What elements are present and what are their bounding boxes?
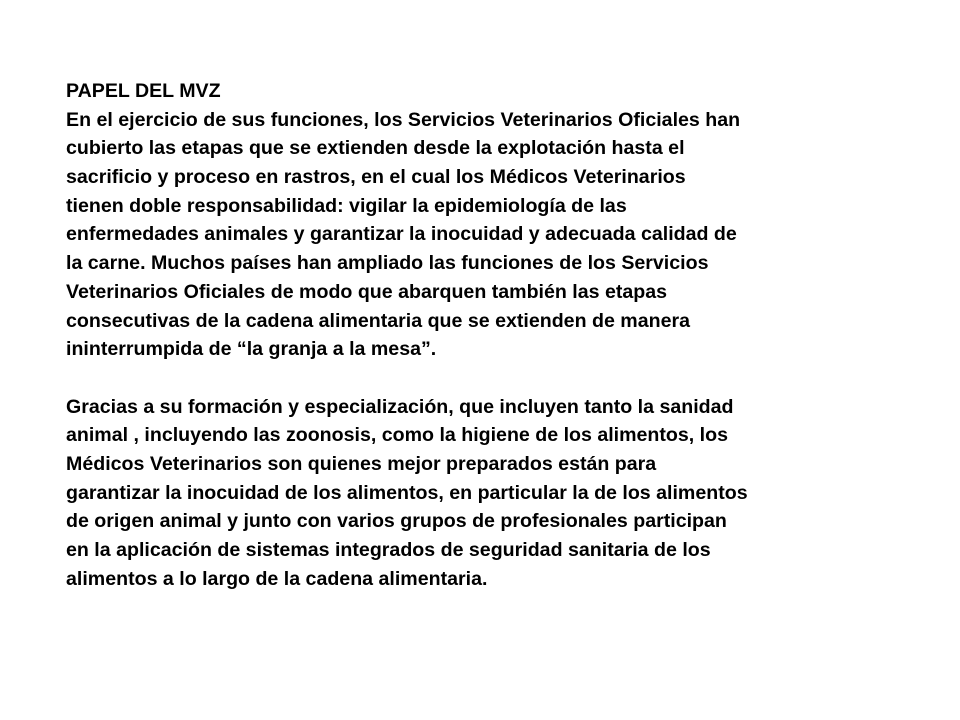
paragraph-2-line: en la aplicación de sistemas integrados de seguridad sanitaria de los [66,539,711,561]
paragraph-1-line: la carne. Muchos países han ampliado las funciones de los Servicios [66,252,709,275]
paragraph-1-line: cubierto las etapas que se extienden desde la explotación hasta el [66,137,685,160]
paragraph-1-line: sacrificio y proceso en rastros, en el cual los Médicos Veterinarios [66,166,686,189]
paragraph-2-line: alimentos a lo largo de la cadena alimentaria. [66,567,488,590]
paragraph-1-line: tienen doble responsabilidad: vigilar la epidemiología de las [66,194,627,217]
paragraph-1-line: En el ejercicio de sus funciones, los Servicios Veterinarios Oficiales han [66,108,741,131]
paragraph-2-line: animal , incluyendo las zoonosis, como la higiene de los alimentos, los [66,424,728,447]
paragraph-1-line: consecutivas de la cadena alimentaria que se extienden de manera [66,309,691,332]
paragraph-2-line: Médicos Veterinarios son quienes mejor preparados están para [66,452,657,475]
paragraph-spacer [66,364,926,393]
paragraph-1-line: Veterinarios Oficiales de modo que abarquen también las etapas [66,280,668,303]
body-text-block [66,77,926,593]
paragraph-1-line: ininterrumpida de “la granja a la mesa”. [66,338,437,361]
slide-title: PAPEL DEL MVZ [66,80,221,102]
paragraph-2-line: de origen animal y junto con varios grupos de profesionales participan [66,510,727,533]
paragraph-2-line: garantizar la inocuidad de los alimentos, en particular la de los alimentos [66,481,748,504]
paragraph-1-line: enfermedades animales y garantizar la inocuidad y adecuada calidad de [66,223,737,246]
paragraph-2-line: Gracias a su formación y especialización, que incluyen tanto la sanidad [66,395,734,418]
